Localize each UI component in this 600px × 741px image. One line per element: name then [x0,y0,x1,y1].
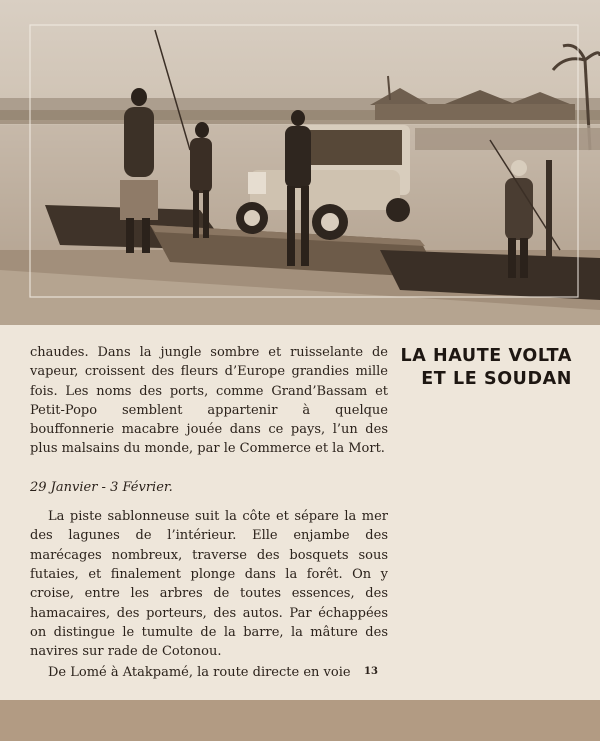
paragraph-2: La piste sablonneuse suit la côte et sépare la mer des lagunes de l’intérieur. Elle enjambe des marécages nombreux, traverse des bosquets sous futaies, et finalement plonge dans la forêt. On y croise, entre les arbres de toutes essences, des hamacaires, des porteurs, des autos. Par échappées on distingue le tumulte de la barre, la mâture des navires sur rade de Cotonou. [30,509,388,660]
paragraph-3: De Lomé à Atakpamé, la route directe en voie [48,665,351,681]
heading-line-1: LA HAUTE VOLTA [400,346,572,366]
page-number: 13 [364,666,378,677]
ferry-photograph [0,0,600,325]
bottom-band [0,700,600,741]
harbor-photo-image [0,0,600,325]
chapter-heading [372,345,572,391]
heading-line-2: ET LE SOUDAN [421,369,572,389]
date-line: 29 Janvier - 3 Février. [30,479,173,495]
body-text [30,343,388,683]
paragraph-1: chaudes. Dans la jungle sombre et ruisselante de vapeur, croissent des fleurs d’Europe grandies mille fois. Les noms des ports, comme Grand’Bassam et Petit-Popo semblent appartenir à quelque bouffonnerie macabre jouée dans ce pays, l’un des plus malsains du monde, par le Commerce et la Mort. [30,345,388,457]
